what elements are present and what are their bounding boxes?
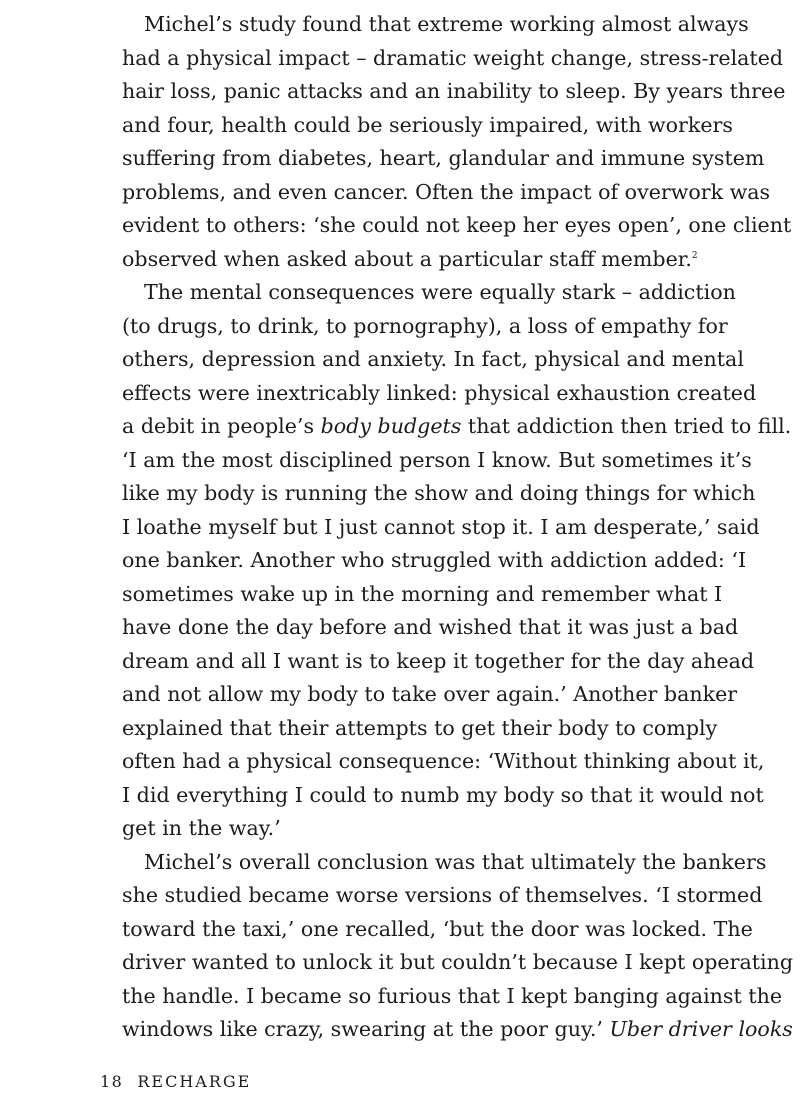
text-line xyxy=(100,1013,793,1047)
text-line-content: observed when asked about a particular staff member. xyxy=(122,246,692,271)
text-line: problems, and even cancer. Often the impact of overwork was xyxy=(122,179,771,204)
text-line: and four, health could be seriously impaired, with workers xyxy=(122,112,733,137)
text-line: toward the taxi,’ one recalled, ‘but the door was locked. The xyxy=(122,916,753,941)
page-body xyxy=(100,8,794,1047)
text-line: driver wanted to unlock it but couldn’t because I kept operating xyxy=(122,950,794,974)
footnote-marker[interactable]: 2 xyxy=(691,250,698,261)
text-line: get in the way.’ xyxy=(122,816,281,840)
text-line: explained that their attempts to get their body to comply xyxy=(122,715,718,740)
text-line: had a physical impact – dramatic weight change, stress-related xyxy=(122,45,784,70)
text-segment: windows like crazy, swearing at the poor guy.’ xyxy=(122,1017,610,1041)
text-line: often had a physical consequence: ‘Without thinking about it, xyxy=(122,749,765,773)
text-line: others, depression and anxiety. In fact, physical and mental xyxy=(122,347,744,371)
italic-term: body budgets xyxy=(320,414,462,438)
text-line: I loathe myself but I just cannot stop it. I am desperate,’ said xyxy=(122,514,760,539)
paragraph-2 xyxy=(100,276,792,846)
text-line: evident to others: ‘she could not keep her eyes open’, one client xyxy=(122,213,792,237)
text-line: one banker. Another who struggled with addiction added: ‘I xyxy=(122,548,747,572)
text-line: suffering from diabetes, heart, glandular and immune system xyxy=(122,146,765,170)
text-line: like my body is running the show and doing things for which xyxy=(122,481,756,505)
page-number: 18 xyxy=(100,1072,124,1091)
text-segment: that addiction then tried to fill. xyxy=(461,414,792,438)
page-footer xyxy=(100,1072,251,1091)
text-line xyxy=(100,243,700,277)
text-line: hair loss, panic attacks and an inability to sleep. By years three xyxy=(122,79,786,103)
text-line: she studied became worse versions of themselves. ‘I stormed xyxy=(122,883,763,907)
text-line: Michel’s overall conclusion was that ultimately the bankers xyxy=(144,849,767,874)
text-line xyxy=(100,410,792,444)
text-line: Michel’s study found that extreme working almost always xyxy=(144,12,749,36)
text-line: (to drugs, to drink, to pornography), a loss of empathy for xyxy=(122,313,728,338)
text-line: I did everything I could to numb my body so that it would not xyxy=(122,782,764,807)
running-title: RECHARGE xyxy=(137,1072,252,1091)
paragraph-1 xyxy=(100,8,792,276)
text-line: have done the day before and wished that it was just a bad xyxy=(122,615,739,639)
paragraph-3 xyxy=(100,846,794,1047)
text-segment: a debit in people’s xyxy=(122,414,321,438)
italic-phrase: Uber driver looks xyxy=(609,1017,793,1041)
text-line: and not allow my body to take over again.’ Another banker xyxy=(122,682,738,706)
text-line: The mental consequences were equally stark – addiction xyxy=(144,280,736,304)
text-line: the handle. I became so furious that I kept banging against the xyxy=(122,983,783,1008)
text-line: dream and all I want is to keep it together for the day ahead xyxy=(122,648,755,673)
text-line: ‘I am the most disciplined person I know. But sometimes it’s xyxy=(122,447,752,472)
text-line: effects were inextricably linked: physical exhaustion created xyxy=(122,380,757,405)
text-line: sometimes wake up in the morning and remember what I xyxy=(122,581,723,606)
